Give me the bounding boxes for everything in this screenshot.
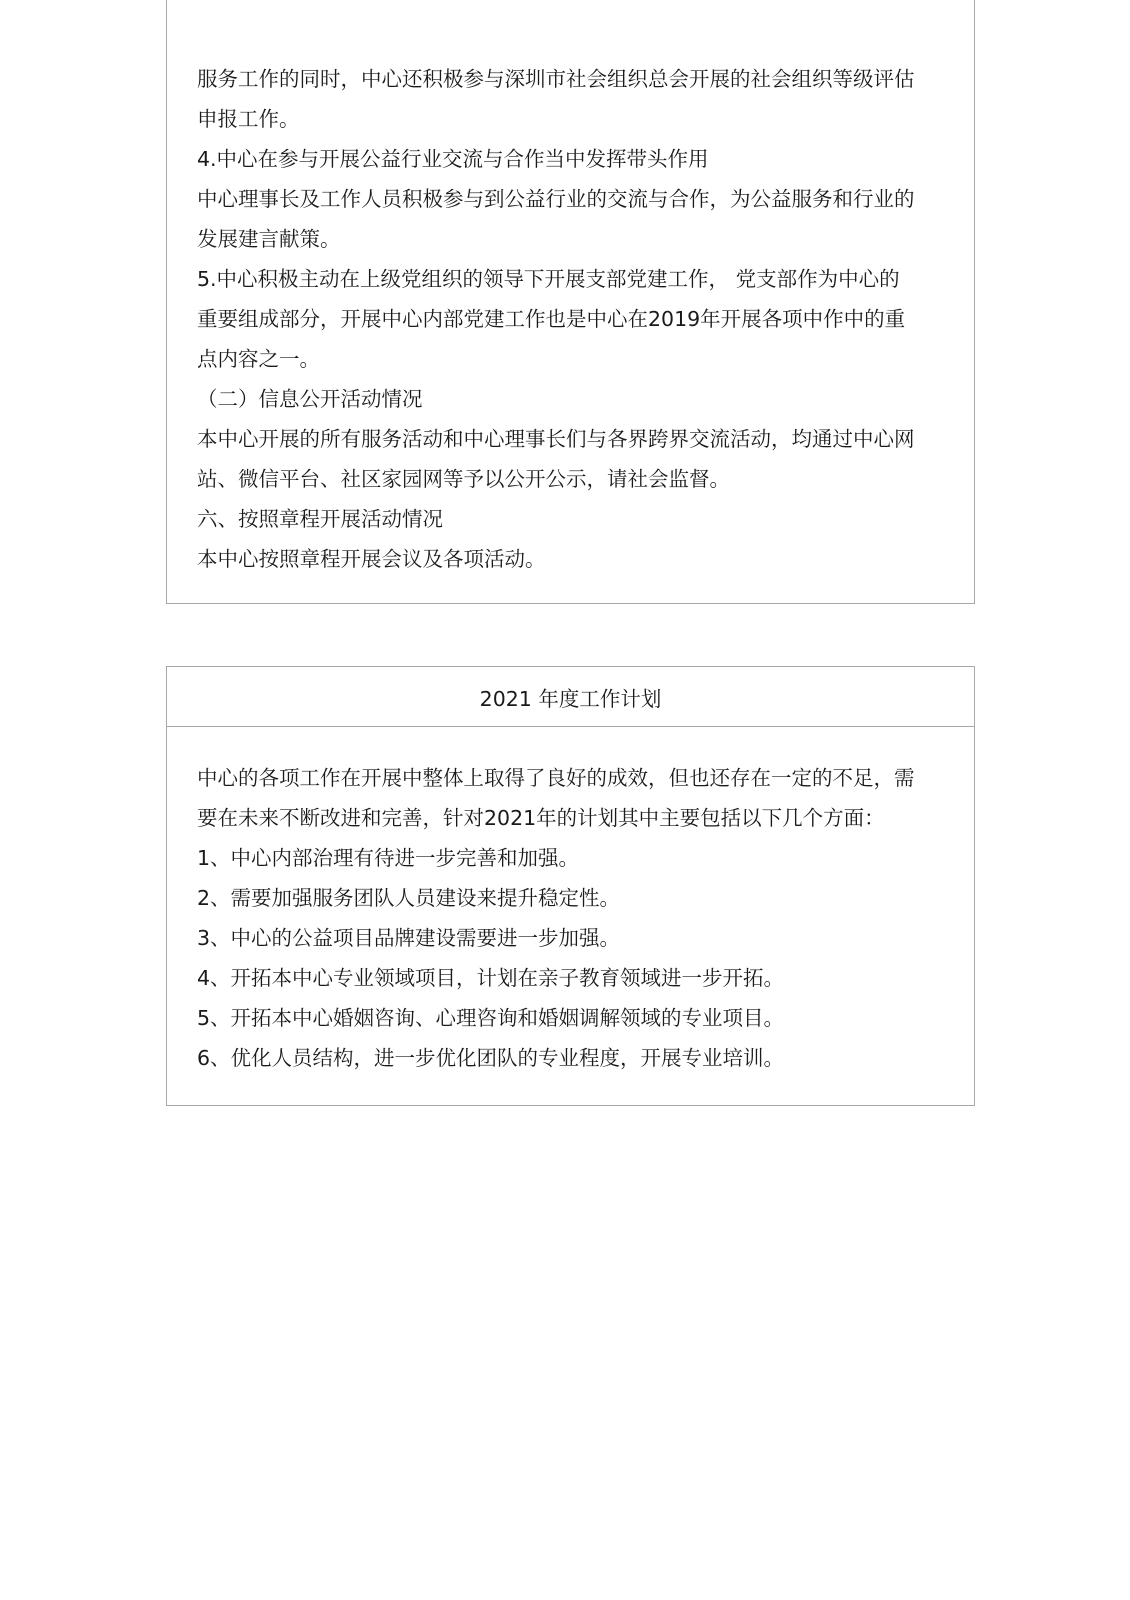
- plan-item: 1、中心内部治理有待进一步完善和加强。: [197, 846, 580, 870]
- work-plan-title: 2021 年度工作计划: [167, 667, 974, 727]
- plan-item: 3、中心的公益项目品牌建设需要进一步加强。: [197, 926, 621, 950]
- plan-item: 6、优化人员结构，进一步优化团队的专业程度，开展专业培训。: [197, 1046, 785, 1070]
- report-line: 申报工作。: [197, 107, 300, 131]
- plan-item: 4、开拓本中心专业领域项目，计划在亲子教育领域进一步开拓。: [197, 966, 785, 990]
- plan-line: 中心的各项工作在开展中整体上取得了良好的成效，但也还存在一定的不足，需: [197, 766, 915, 790]
- report-line: （二）信息公开活动情况: [197, 387, 423, 411]
- work-plan-text-block: [167, 727, 974, 1078]
- report-text-block: [167, 0, 974, 579]
- plan-item: 2、需要加强服务团队人员建设来提升稳定性。: [197, 886, 621, 910]
- report-line: 发展建言献策。: [197, 227, 341, 251]
- report-line: 重要组成部分，开展中心内部党建工作也是中心在2019年开展各项中作中的重: [197, 307, 906, 331]
- report-line: 站、微信平台、社区家园网等予以公开公示，请社会监督。: [197, 467, 730, 491]
- work-plan-box: [166, 666, 975, 1106]
- plan-line: 要在未来不断改进和完善，针对2021年的计划其中主要包括以下几个方面：: [197, 806, 885, 830]
- report-content-box: [166, 0, 975, 604]
- report-line: 中心理事长及工作人员积极参与到公益行业的交流与合作，为公益服务和行业的: [197, 187, 915, 211]
- plan-item: 5、开拓本中心婚姻咨询、心理咨询和婚姻调解领域的专业项目。: [197, 1006, 785, 1030]
- report-line: 4.中心在参与开展公益行业交流与合作当中发挥带头作用: [197, 147, 709, 171]
- report-line: 服务工作的同时，中心还积极参与深圳市社会组织总会开展的社会组织等级评估: [197, 67, 915, 91]
- report-line: 本中心按照章程开展会议及各项活动。: [197, 547, 546, 571]
- report-line: 六、按照章程开展活动情况: [197, 507, 443, 531]
- report-line: 5.中心积极主动在上级党组织的领导下开展支部党建工作， 党支部作为中心的: [197, 267, 900, 291]
- report-line: 本中心开展的所有服务活动和中心理事长们与各界跨界交流活动，均通过中心网: [197, 427, 915, 451]
- report-line: 点内容之一。: [197, 347, 320, 371]
